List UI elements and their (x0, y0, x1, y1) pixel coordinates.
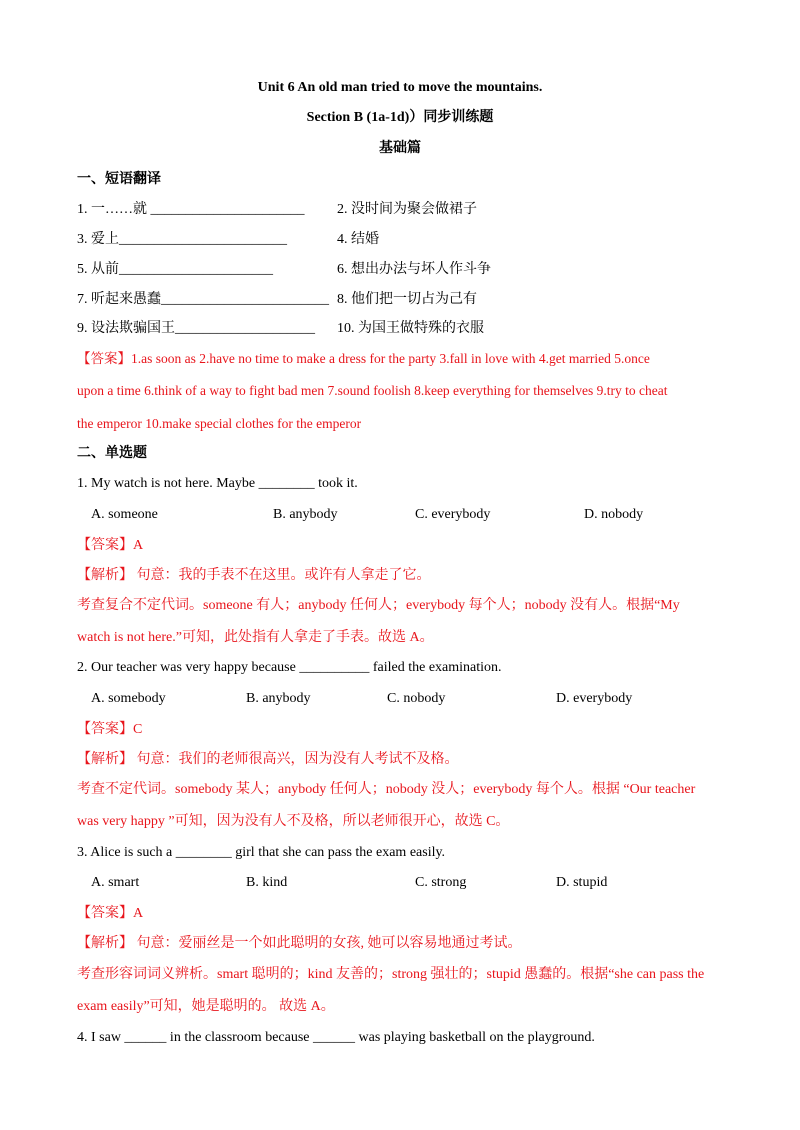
options-row (91, 505, 731, 525)
question-stem: 2. Our teacher was very happy because __________ failed the examination. (77, 660, 502, 675)
analysis-line: watch is not here.”可知，此处指有人拿走了手表。故选 A。 (77, 630, 434, 645)
option: D. stupid (556, 875, 608, 890)
answer-line: upon a time 6.think of a way to fight bad men 7.sound foolish 8.keep everything for themselves 9.try to cheat (77, 383, 668, 398)
question-stem: 3. Alice is such a ________ girl that she can pass the exam easily. (77, 845, 446, 860)
phrase-item: 2. 没时间为聚会做裙子 (337, 202, 477, 217)
analysis-line: exam easily”可知，她是聪明的。 故选 A。 (77, 999, 335, 1014)
phrase-item: 3. 爱上________________________ (77, 232, 287, 247)
option: A. smart (91, 875, 140, 890)
phrase-row (77, 290, 727, 310)
section2-heading: 二、单选题 (77, 446, 147, 461)
option: C. strong (415, 875, 467, 890)
question-stem: 1. My watch is not here. Maybe ________ took it. (77, 476, 358, 491)
analysis-line: 考查不定代词。somebody 某人；anybody 任何人；nobody 没人；everybody 每个人。根据 “Our teacher (77, 782, 696, 797)
analysis-line: 【解析】 句意：我们的老师很高兴，因为没有人考试不及格。 (77, 752, 459, 767)
option: B. anybody (273, 507, 338, 522)
phrase-row (77, 319, 727, 339)
answer: 【答案】A (77, 538, 144, 553)
phrase-row (77, 260, 727, 280)
phrase-row (77, 230, 727, 250)
phrase-item: 6. 想出办法与坏人作斗争 (337, 262, 491, 277)
option: C. everybody (415, 507, 491, 522)
option: D. nobody (584, 507, 644, 522)
analysis-line: 考查形容词词义辨析。smart 聪明的；kind 友善的；strong 强壮的；stupid 愚蠢的。根据“she can pass the (77, 967, 705, 982)
phrase-item: 1. 一……就 ______________________ (77, 202, 305, 217)
options-row (91, 689, 731, 709)
section1-heading: 一、短语翻译 (77, 172, 161, 187)
phrase-item: 5. 从前______________________ (77, 262, 273, 277)
option: A. someone (91, 507, 158, 522)
answer-line: 【答案】1.as soon as 2.have no time to make a dress for the party 3.fall in love with 4.get married 5.once (77, 351, 650, 366)
analysis-line: 考查复合不定代词。someone 有人；anybody 任何人；everybody 每个人；nobody 没有人。根据“My (77, 598, 680, 613)
analysis-line: was very happy ”可知，因为没有人不及格，所以老师很开心，故选 C。 (77, 814, 510, 829)
question-stem: 4. I saw ______ in the classroom because ______ was playing basketball on the playground. (77, 1030, 595, 1045)
phrase-item: 8. 他们把一切占为己有 (337, 292, 477, 307)
unit-title: Unit 6 An old man tried to move the mountains. (257, 80, 543, 95)
phrase-row (77, 200, 727, 220)
option: C. nobody (387, 691, 446, 706)
level-heading: 基础篇 (379, 141, 421, 156)
option: A. somebody (91, 691, 166, 706)
option: D. everybody (556, 691, 633, 706)
section-subtitle: Section B (1a-1d)）同步训练题 (306, 110, 494, 125)
answer-line: the emperor 10.make special clothes for the emperor (77, 416, 362, 431)
analysis-line: 【解析】 句意：我的手表不在这里。或许有人拿走了它。 (77, 568, 431, 583)
option: B. anybody (246, 691, 311, 706)
phrase-item: 4. 结婚 (337, 232, 379, 247)
answer: 【答案】A (77, 906, 144, 921)
options-row (91, 873, 731, 893)
answer: 【答案】C (77, 722, 143, 737)
analysis-line: 【解析】 句意：爱丽丝是一个如此聪明的女孩, 她可以容易地通过考试。 (77, 936, 522, 951)
option: B. kind (246, 875, 288, 890)
phrase-item: 9. 设法欺骗国王____________________ (77, 321, 315, 336)
phrase-item: 10. 为国王做特殊的衣服 (337, 321, 484, 336)
phrase-item: 7. 听起来愚蠢________________________ (77, 292, 329, 307)
